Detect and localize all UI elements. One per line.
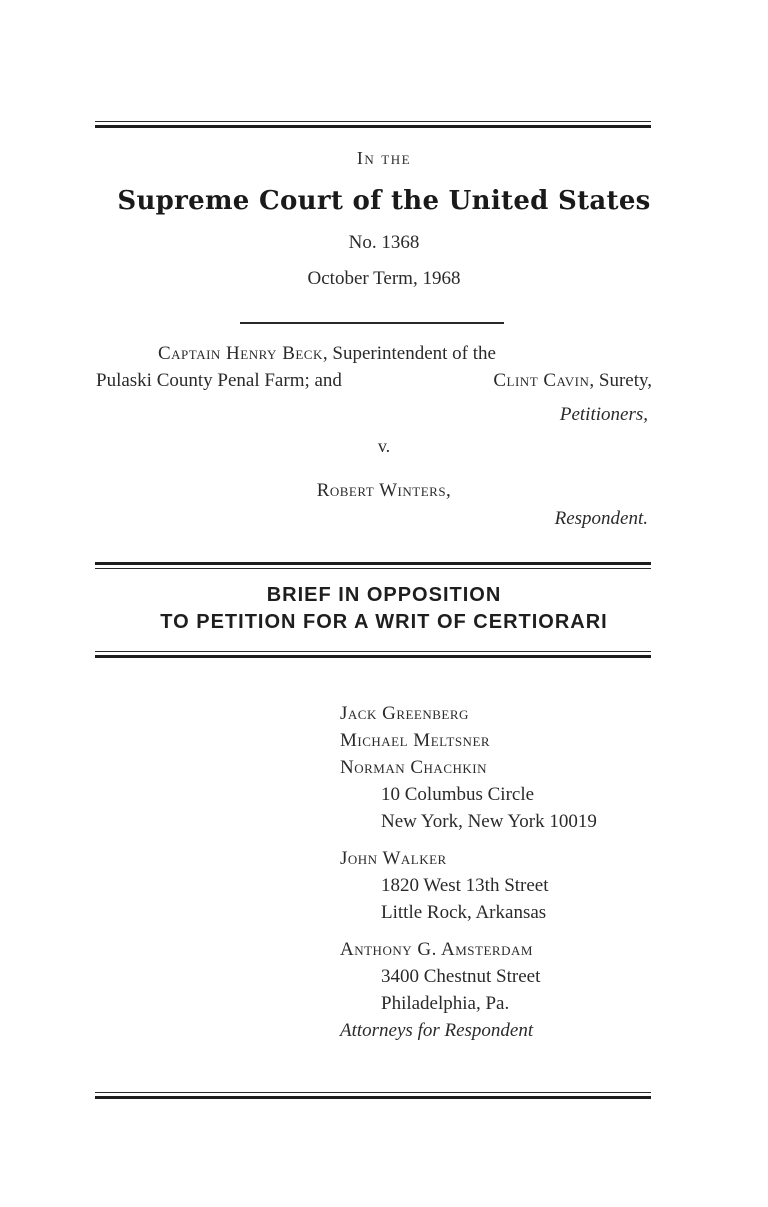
attorney-name: Michael Meltsner [340,730,491,751]
brief-title-line-1: BRIEF IN OPPOSITION [266,584,502,606]
attorney-address-line: Little Rock, Arkansas [381,902,547,923]
top-double-rule [95,121,651,128]
attorneys-block [340,700,597,1044]
in-the-label: In the [356,148,412,168]
docket-number: No. 1368 [348,232,420,253]
attorney-name: Anthony G. Amsterdam [340,939,533,960]
petitioner-role-2: , Surety, [589,370,652,391]
attorney-name: Norman Chachkin [340,757,487,778]
attorney-name: John Walker [340,848,447,869]
title-lower-double-rule [95,651,651,658]
respondent-name: Robert Winters, [316,480,452,501]
title-upper-rule-thin [95,568,651,569]
title-upper-double-rule [95,562,651,569]
attorney-address-line: 3400 Chestnut Street [381,966,541,987]
title-lower-rule-thick [95,655,651,658]
brief-title-line-2: TO PETITION FOR A WRIT OF CERTIORARI [160,611,608,633]
respondent-label: Respondent. [554,508,648,529]
bottom-rule-thick [95,1096,651,1099]
petitioner-line-1 [158,343,496,365]
attorney-address-line: Philadelphia, Pa. [381,993,510,1014]
petitioners-label: Petitioners, [559,404,648,425]
petitioner-name-2: Clint Cavin [493,370,590,391]
court-term: October Term, 1968 [307,268,461,289]
attorney-name: Jack Greenberg [340,703,469,724]
court-name: Supreme Court of the United States [117,186,651,216]
top-rule-thick [95,125,651,128]
bottom-double-rule [95,1092,651,1099]
attorneys-role: Attorneys for Respondent [340,1020,534,1041]
attorney-address-line: New York, New York 10019 [381,811,597,832]
petitioner-org: Pulaski County Penal Farm; and [96,370,342,391]
attorney-address-line: 1820 West 13th Street [381,875,549,896]
caption-divider [240,322,504,324]
versus: v. [377,436,391,456]
petitioner-role-1: , Superintendent of the [322,343,496,364]
petitioner-name-1: Captain Henry Beck [158,343,323,364]
attorney-address-line: 10 Columbus Circle [381,784,535,805]
petitioner-line-2 [96,370,652,392]
